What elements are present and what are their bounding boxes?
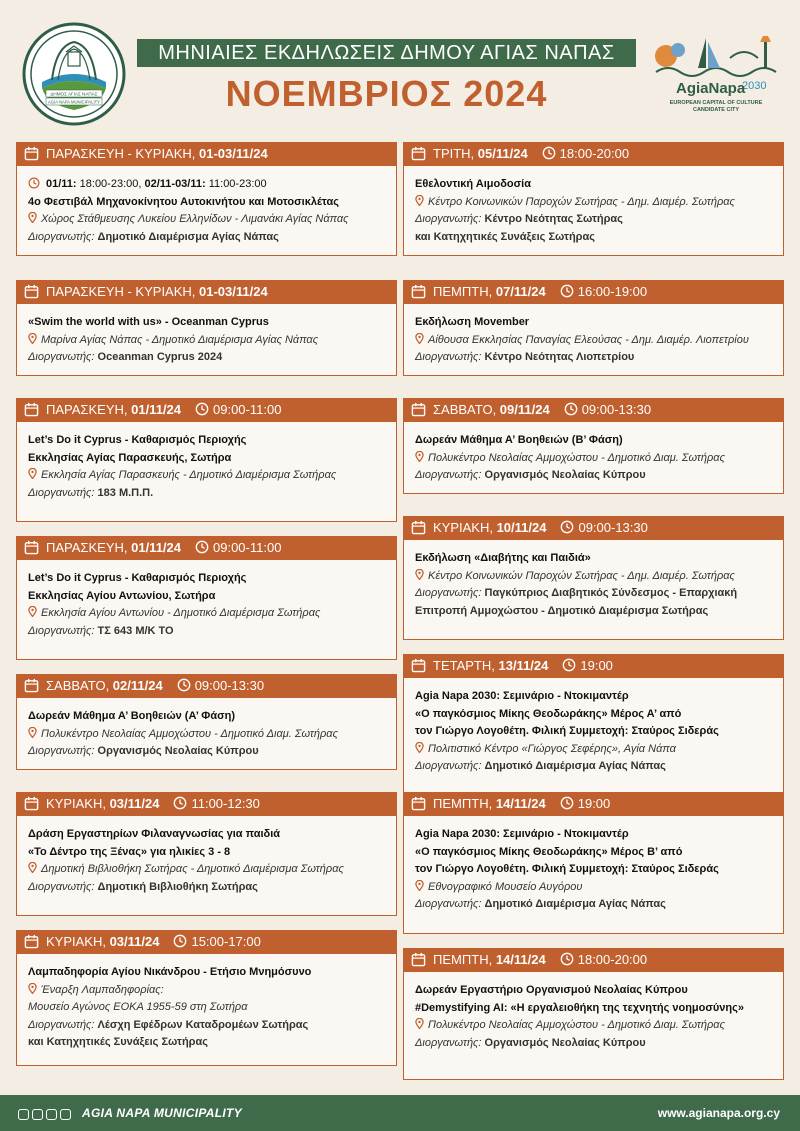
clock-icon (560, 796, 574, 810)
x-icon[interactable] (32, 1109, 43, 1120)
event-location (28, 605, 386, 623)
location-pin-icon (415, 451, 424, 462)
event-title: «Swim the world with us» - Oceanman Cyprus (28, 316, 269, 328)
event-date: 14/11/24 (495, 952, 546, 967)
location-pin-icon (28, 862, 37, 873)
footer (0, 1095, 800, 1131)
event-title: Δωρεάν Μάθημα Α’ Βοηθειών (Α’ Φάση) (28, 710, 236, 722)
location-pin-icon (28, 727, 37, 738)
event-date-header (403, 948, 784, 972)
event-time: 09:00-11:00 (213, 540, 282, 555)
event-day: ΠΑΡΑΣΚΕΥΗ, (46, 540, 132, 555)
calendar-icon (411, 284, 426, 299)
event-date: 07/11/24 (495, 284, 546, 299)
location-pin-icon (28, 983, 37, 994)
event-organizer (28, 879, 386, 897)
event-date: 13/11/24 (498, 658, 549, 673)
schedule-date-2: 02/11-03/11: (144, 178, 206, 190)
event-organizer (28, 229, 386, 247)
organizer-label: Διοργανωτής: (28, 230, 95, 243)
event-date-header (403, 280, 784, 304)
calendar-icon (411, 520, 426, 535)
municipality-logo (22, 22, 126, 126)
organizer-name: Δημοτικό Διαμέρισμα Αγίας Νάπας (484, 760, 666, 772)
event-time: 18:00-20:00 (577, 952, 648, 967)
event-details (16, 560, 397, 660)
event-location (415, 194, 773, 212)
event-day: ΠΕΜΠΤΗ, (433, 284, 496, 299)
event-time: 19:00 (577, 796, 611, 811)
event-title: #Demystifying AI: «Η εργαλειοθήκη της τεχνητής νοημοσύνης» (415, 1001, 744, 1014)
event-location-text: Αίθουσα Εκκλησίας Παναγίας Ελεούσας - Δημ. Διαμέρ. Λιοπετρίου (428, 333, 749, 346)
event-location (28, 861, 386, 879)
organizer-name: Κέντρο Νεότητας Σωτήρας (484, 213, 623, 225)
event-location-text: Εκκλησία Αγίου Αντωνίου - Δημοτικό Διαμέρισμα Σωτήρας (41, 607, 321, 619)
calendar-icon (24, 402, 39, 417)
website-link[interactable]: www.agianapa.org.cy (657, 1106, 780, 1120)
event-organizer (415, 229, 773, 247)
organizer-name: 183 Μ.Π.Π. (97, 486, 154, 499)
event-location-text: Εκκλησία Αγίας Παρασκευής - Δημοτικό Διαμέρισμα Σωτήρας (41, 469, 337, 481)
event-day: ΚΥΡΙΑΚΗ, (46, 934, 110, 949)
location-pin-icon (415, 1018, 424, 1029)
organizer-name: Οργανισμός Νεολαίας Κύπρου (484, 1036, 646, 1049)
calendar-icon (24, 540, 39, 555)
event-date-header (16, 142, 397, 166)
event-location-text: Δημοτική Βιβλιοθήκη Σωτήρας - Δημοτικό Διαμέρισμα Σωτήρας (41, 863, 344, 875)
clock-icon (560, 284, 574, 298)
logo-year: 2030 (742, 80, 767, 92)
location-pin-icon (28, 333, 37, 344)
event-title: Agia Napa 2030: Σεμινάριο - Ντοκιμαντέρ (415, 690, 629, 702)
event-title: τον Γιώργο Λογοθέτη. Φιλική Συμμετοχή: Σταύρος Σιδεράς (415, 863, 719, 875)
event-location (415, 568, 773, 586)
location-pin-icon (28, 468, 37, 479)
event-location (28, 999, 386, 1017)
event-location (415, 1017, 773, 1035)
month-title: ΝΟΕΜΒΡΙΟΣ 2024 (225, 73, 548, 114)
event-location-text: Πολυκέντρο Νεολαίας Αμμοχώστου - Δημοτικό Διαμ. Σωτήρας (428, 1019, 725, 1031)
event-details (16, 304, 397, 376)
event-date: 01-03/11/24 (199, 284, 268, 299)
social-icons (18, 1107, 74, 1119)
event-details (403, 540, 784, 640)
event-title: τον Γιώργο Λογοθέτη. Φιλική Συμμετοχή: Σταύρος Σιδεράς (415, 725, 719, 737)
clock-icon (560, 952, 574, 966)
calendar-icon (24, 678, 39, 693)
event-date: 14/11/24 (495, 796, 546, 811)
event-date-header (403, 792, 784, 816)
clock-icon (542, 146, 556, 160)
logo-text-top: ΔΗΜΟΣ ΑΓΙΑΣ ΝΑΠΑΣ (50, 91, 98, 97)
event-organizer (28, 485, 386, 503)
event-location-text: Εθνογραφικό Μουσείο Αυγόρου (428, 880, 583, 893)
clock-icon (564, 402, 578, 416)
event-date-header (16, 280, 397, 304)
youtube-icon[interactable] (46, 1109, 57, 1120)
event-time: 16:00-19:00 (577, 284, 648, 299)
event-date-header (16, 930, 397, 954)
organizer-name: και Κατηχητικές Συνάξεις Σωτήρας (415, 230, 595, 243)
event-location-text: Πολιτιστικό Κέντρο «Γιώργος Σεφέρης», Αγία Νάπα (428, 742, 676, 755)
event-day: ΤΕΤΑΡΤΗ, (433, 658, 499, 673)
event-organizer (28, 1034, 386, 1052)
page-title: ΜΗΝΙΑΙΕΣ ΕΚΔΗΛΩΣΕΙΣ ΔΗΜΟΥ ΑΓΙΑΣ ΝΑΠΑΣ (137, 39, 636, 67)
event-organizer (415, 585, 773, 603)
clock-icon (195, 540, 209, 554)
event-date: 03/11/24 (109, 796, 160, 811)
event-title: Λαμπαδηφορία Αγίου Νικάνδρου - Ετήσιο Μνημόσυνο (28, 966, 312, 978)
event-location (28, 726, 386, 744)
event-date: 01-03/11/24 (199, 146, 268, 161)
event-details (403, 166, 784, 256)
event-schedule (28, 176, 386, 194)
event-date: 09/11/24 (499, 402, 550, 417)
header (0, 0, 800, 130)
event-location (28, 332, 386, 350)
event-organizer (415, 349, 773, 367)
event-details (16, 698, 397, 770)
event-title: «Ο παγκόσμιος Μίκης Θεοδωράκης» Μέρος Α’ από (415, 707, 682, 720)
event-time: 11:00-12:30 (191, 796, 260, 811)
event-organizer (28, 743, 386, 761)
event-day: ΤΡΙΤΗ, (433, 146, 478, 161)
event-organizer (415, 603, 773, 621)
location-pin-icon (28, 212, 37, 223)
organizer-name: Δημοτικό Διαμέρισμα Αγίας Νάπας (97, 230, 279, 243)
event-title: Εκκλησίας Αγίου Αντωνίου, Σωτήρα (28, 589, 216, 602)
organizer-name: Επιτροπή Αμμοχώστου - Δημοτικό Διαμέρισμα Σωτήρας (415, 604, 709, 617)
organizer-label: Διοργανωτής: (415, 1036, 482, 1049)
calendar-icon (411, 658, 426, 673)
event-time: 09:00-13:30 (578, 520, 648, 535)
location-pin-icon (415, 195, 424, 206)
event-location (415, 332, 773, 350)
logo-tagline-2: CANDIDATE CITY (692, 107, 740, 113)
event-organizer (28, 623, 386, 641)
event-title: Εκδήλωση «Διαβήτης και Παιδιά» (415, 552, 591, 564)
event-title: «Ο παγκόσμιος Μίκης Θεοδωράκης» Μέρος Β’ από (415, 845, 683, 858)
event-title: Δωρεάν Εργαστήριο Οργανισμού Νεολαίας Κύπρου (415, 984, 688, 996)
calendar-icon (411, 952, 426, 967)
organizer-name: Δημοτική Βιβλιοθήκη Σωτήρας (97, 880, 258, 893)
event-location (415, 879, 773, 897)
event-day: ΠΕΜΠΤΗ, (433, 796, 496, 811)
event-title: «Το Δέντρο της Ξένας» για ηλικίες 3 - 8 (28, 845, 231, 858)
event-location-text: Κέντρο Κοινωνικών Παροχών Σωτήρας - Δημ. Διαμέρ. Σωτήρας (428, 195, 735, 208)
logo-text-bottom: AGIA NAPA MUNICIPALITY (48, 99, 100, 105)
calendar-icon (24, 284, 39, 299)
clock-icon (28, 177, 40, 189)
event-location (28, 467, 386, 485)
calendar-icon (411, 146, 426, 161)
event-location (28, 982, 386, 1000)
organizer-name: Δημοτικό Διαμέρισμα Αγίας Νάπας (484, 898, 666, 910)
schedule-time-2: 11:00-23:00 (205, 178, 267, 190)
event-details (403, 816, 784, 934)
organizer-label: Διοργανωτής: (415, 760, 482, 772)
event-organizer (415, 1035, 773, 1053)
organizer-label: Διοργανωτής: (28, 624, 95, 637)
facebook-icon[interactable] (18, 1109, 29, 1120)
footer-name: AGIA NAPA MUNICIPALITY (82, 1106, 242, 1120)
event-date: 01/11/24 (131, 402, 181, 417)
location-pin-icon (415, 569, 424, 580)
event-date-header (16, 398, 397, 422)
organizer-label: Διοργανωτής: (28, 486, 95, 499)
calendar-icon (411, 796, 426, 811)
event-organizer (28, 1017, 386, 1035)
location-pin-icon (415, 742, 424, 753)
event-title: Let’s Do it Cyprus - Καθαρισμός Περιοχής (28, 434, 247, 446)
event-time: 09:00-13:30 (194, 678, 265, 693)
schedule-time-1: 18:00-23:00, (76, 178, 145, 190)
event-day: ΠΑΡΑΣΚΕΥΗ, (46, 402, 132, 417)
clock-icon (177, 678, 191, 692)
event-day: ΚΥΡΙΑΚΗ, (46, 796, 110, 811)
event-location-text: Κέντρο Κοινωνικών Παροχών Σωτήρας - Δημ. Διαμέρ. Σωτήρας (428, 569, 735, 582)
clock-icon (195, 402, 209, 416)
event-location-text: Μαρίνα Αγίας Νάπας - Δημοτικό Διαμέρισμα Αγίας Νάπας (41, 333, 319, 346)
event-location (415, 450, 773, 468)
event-date-header (403, 398, 784, 422)
event-day: ΣΑΒΒΑΤΟ, (433, 402, 500, 417)
organizer-label: Διοργανωτής: (28, 745, 95, 757)
organizer-name: Οργανισμός Νεολαίας Κύπρου (97, 745, 259, 757)
event-date: 02/11/24 (112, 678, 163, 693)
event-time: 19:00 (580, 658, 613, 673)
event-details (403, 304, 784, 376)
event-location-text: Χώρος Στάθμευσης Λυκείου Ελληνίδων - Λιμανάκι Αγίας Νάπας (41, 213, 349, 225)
event-date-header (403, 142, 784, 166)
calendar-icon (411, 402, 426, 417)
organizer-label: Διοργανωτής: (415, 213, 482, 225)
organizer-name: Λέσχη Εφέδρων Καταδρομέων Σωτήρας (97, 1018, 309, 1031)
event-day: ΠΑΡΑΣΚΕΥΗ - ΚΥΡΙΑΚΗ, (46, 146, 200, 161)
event-date-header (16, 536, 397, 560)
event-time: 15:00-17:00 (191, 934, 261, 949)
event-details (16, 422, 397, 522)
event-day: ΚΥΡΙΑΚΗ, (433, 520, 497, 535)
event-title: Δωρεάν Μάθημα Α’ Βοηθειών (Β’ Φάση) (415, 434, 623, 446)
organizer-name: Oceanman Cyprus 2024 (97, 351, 223, 363)
location-pin-icon (28, 606, 37, 617)
logo-tagline-1: EUROPEAN CAPITAL OF CULTURE (669, 100, 763, 106)
location-pin-icon (415, 880, 424, 891)
organizer-label: Διοργανωτής: (415, 587, 482, 599)
organizer-name: και Κατηχητικές Συνάξεις Σωτήρας (28, 1036, 208, 1048)
event-date-header (16, 792, 397, 816)
event-organizer (415, 896, 773, 914)
location-pin-icon (415, 333, 424, 344)
clock-icon (173, 934, 187, 948)
event-organizer (28, 349, 386, 367)
event-details (16, 954, 397, 1066)
event-location-text: Μουσείο Αγώνος ΕΟΚΑ 1955-59 στη Σωτήρα (28, 1001, 248, 1013)
organizer-label: Διοργανωτής: (415, 469, 482, 481)
clock-icon (562, 658, 576, 672)
event-time: 09:00-11:00 (213, 402, 282, 417)
event-date: 01/11/24 (131, 540, 181, 555)
event-details (403, 422, 784, 494)
event-location-text: Πολυκέντρο Νεολαίας Αμμοχώστου - Δημοτικό Διαμ. Σωτήρας (41, 727, 338, 740)
organizer-label: Διοργανωτής: (415, 898, 482, 910)
event-day: ΣΑΒΒΑΤΟ, (46, 678, 113, 693)
event-details (403, 972, 784, 1080)
organizer-label: Διοργανωτής: (415, 351, 482, 363)
calendar-icon (24, 796, 39, 811)
event-details (16, 166, 397, 256)
event-location (28, 211, 386, 229)
event-date: 03/11/24 (109, 934, 160, 949)
event-title: Let’s Do it Cyprus - Καθαρισμός Περιοχής (28, 572, 247, 584)
instagram-icon[interactable] (60, 1109, 71, 1120)
event-details (16, 816, 397, 916)
organizer-name: Οργανισμός Νεολαίας Κύπρου (484, 469, 646, 481)
event-title: 4ο Φεστιβάλ Μηχανοκίνητου Αυτοκινήτου και Μοτοσικλέτας (28, 195, 339, 208)
event-location (415, 741, 773, 759)
event-date: 05/11/24 (477, 146, 528, 161)
event-location-text: Έναρξη Λαμπαδηφορίας: (41, 983, 164, 996)
agianapa-2030-logo (648, 28, 784, 128)
event-day: ΠΑΡΑΣΚΕΥΗ - ΚΥΡΙΑΚΗ, (46, 284, 200, 299)
event-day: ΠΕΜΠΤΗ, (433, 952, 496, 967)
event-organizer (415, 467, 773, 485)
event-title: Εκκλησίας Αγίας Παρασκευής, Σωτήρα (28, 451, 232, 464)
clock-icon (173, 796, 187, 810)
logo-brand: AgiaNapa (676, 80, 746, 97)
event-time: 09:00-13:30 (581, 402, 652, 417)
organizer-label: Διοργανωτής: (28, 351, 95, 363)
clock-icon (560, 520, 574, 534)
event-time: 18:00-20:00 (559, 146, 630, 161)
organizer-name: ΤΣ 643 Μ/Κ ΤΟ (97, 624, 174, 637)
organizer-label: Διοργανωτής: (28, 880, 95, 893)
event-date: 10/11/24 (496, 520, 547, 535)
calendar-icon (24, 934, 39, 949)
event-title: Εθελοντική Αιμοδοσία (415, 178, 531, 190)
event-title: Δράση Εργαστηρίων Φιλαναγνωσίας για παιδιά (28, 828, 281, 840)
event-date-header (16, 674, 397, 698)
calendar-icon (24, 146, 39, 161)
organizer-label: Διοργανωτής: (28, 1018, 95, 1031)
event-date-header (403, 654, 784, 678)
event-title: Εκδήλωση Movember (415, 316, 530, 328)
organizer-name: Παγκύπριος Διαβητικός Σύνδεσμος - Επαρχιακή (484, 587, 738, 599)
event-details (403, 678, 784, 796)
event-title: Agia Napa 2030: Σεμινάριο - Ντοκιμαντέρ (415, 828, 629, 840)
event-date-header (403, 516, 784, 540)
event-organizer (415, 211, 773, 229)
event-organizer (415, 758, 773, 776)
organizer-name: Κέντρο Νεότητας Λιοπετρίου (484, 351, 635, 363)
schedule-date-1: 01/11: (46, 178, 77, 190)
event-location-text: Πολυκέντρο Νεολαίας Αμμοχώστου - Δημοτικό Διαμ. Σωτήρας (428, 451, 725, 464)
